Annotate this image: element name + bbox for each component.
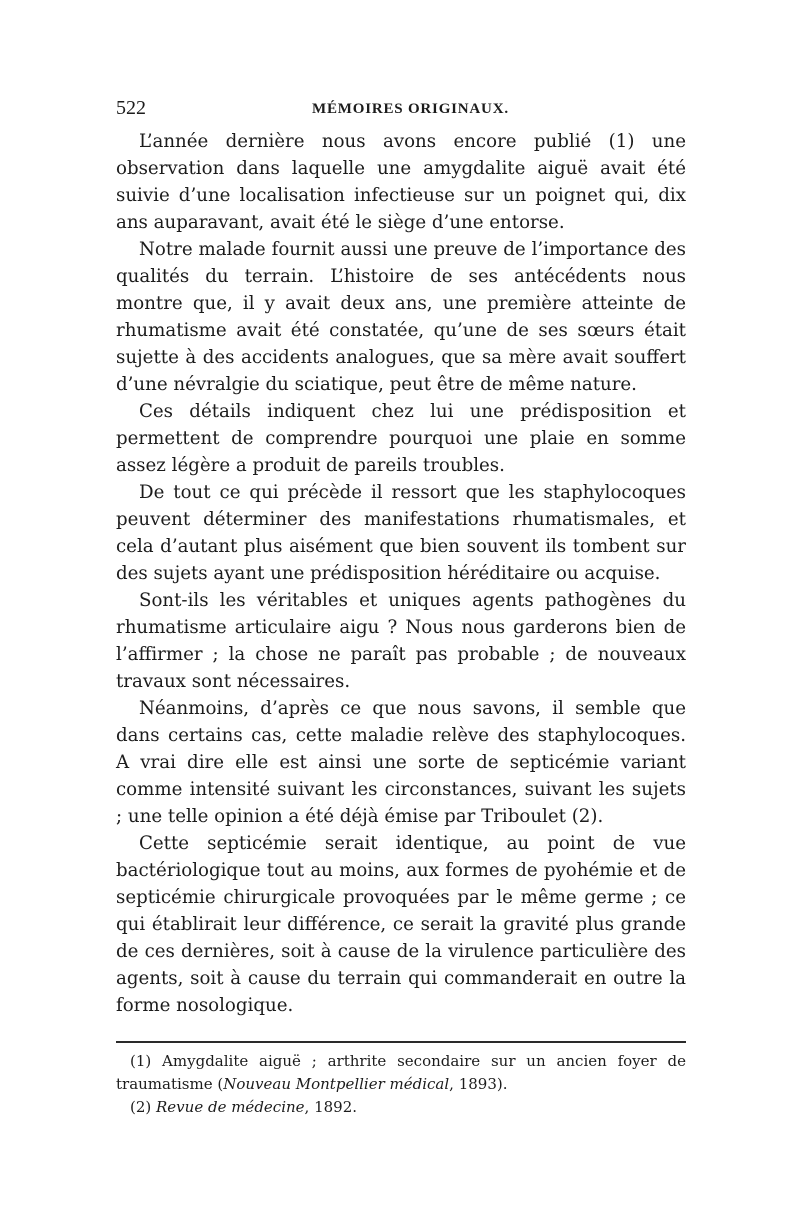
footnote-2-end: , 1892. (304, 1098, 358, 1116)
paragraph: Néanmoins, d’après ce que nous savons, il semble que dans certains cas, cette maladie relève des staphylocoques. A vrai dire elle est ainsi une sorte de septicémie variant comme intensité suivant les circonstances, suivant les sujets ; une telle opinion a été déjà émise par Triboulet (2). (116, 698, 686, 827)
paragraph: Sont-ils les véritables et uniques agents pathogènes du rhumatisme articulaire aigu ? Nous nous garderons bien de l’affirmer ; la chose ne paraît pas probable ; de nouveaux travaux sont nécessaires. (116, 590, 686, 692)
footnote-1 (116, 1050, 686, 1096)
running-title: MÉMOIRES ORIGINAUX. (312, 101, 509, 117)
page-number: 522 (116, 97, 146, 119)
footnotes (116, 1050, 686, 1119)
footnote-1-journal: Nouveau Montpellier médical (223, 1075, 450, 1093)
footnote-2-journal: Revue de médecine (156, 1098, 305, 1116)
paragraph: Ces détails indiquent chez lui une prédisposition et permettent de comprendre pourquoi une plaie en somme assez légère a produit de pareils troubles. (116, 401, 686, 476)
footnote-1-end: , 1893). (449, 1075, 508, 1093)
paragraph: Cette septicémie serait identique, au point de vue bactériologique tout au moins, aux formes de pyohémie et de septicémie chirurgicale provoquées par le même germe ; ce qui établirait leur différence, ce serait la gravité plus grande de ces dernières, soit à cause de la virulence particulière des agents, soit à cause du terrain qui commanderait en outre la forme nosologique. (116, 833, 686, 1016)
main-text (116, 128, 686, 1019)
footnote-1-text: (1) Amygdalite aiguë ; arthrite secondaire sur un ancien foyer de traumatisme ( (116, 1052, 686, 1093)
paragraph: Notre malade fournit aussi une preuve de l’importance des qualités du terrain. L’histoire de ses antécédents nous montre que, il y avait deux ans, une première atteinte de rhumatisme avait été constatée, qu’une de ses sœurs était sujette à des accidents analogues, que sa mère avait souffert d’une névralgie du sciatique, peut être de même nature. (116, 239, 686, 395)
running-head (116, 96, 686, 120)
paragraph: L’année dernière nous avons encore publié (1) une observation dans laquelle une amygdalite aiguë avait été suivie d’une localisation infectieuse sur un poignet qui, dix ans auparavant, avait été le siège d’une entorse. (116, 131, 686, 233)
paragraph: De tout ce qui précède il ressort que les staphylocoques peuvent déterminer des manifestations rhumatismales, et cela d’autant plus aisément que bien souvent ils tombent sur des sujets ayant une prédisposition héréditaire ou acquise. (116, 482, 686, 584)
footnote-2 (116, 1096, 686, 1119)
footnote-2-number: (2) (130, 1098, 157, 1116)
footnote-divider (116, 1041, 686, 1043)
